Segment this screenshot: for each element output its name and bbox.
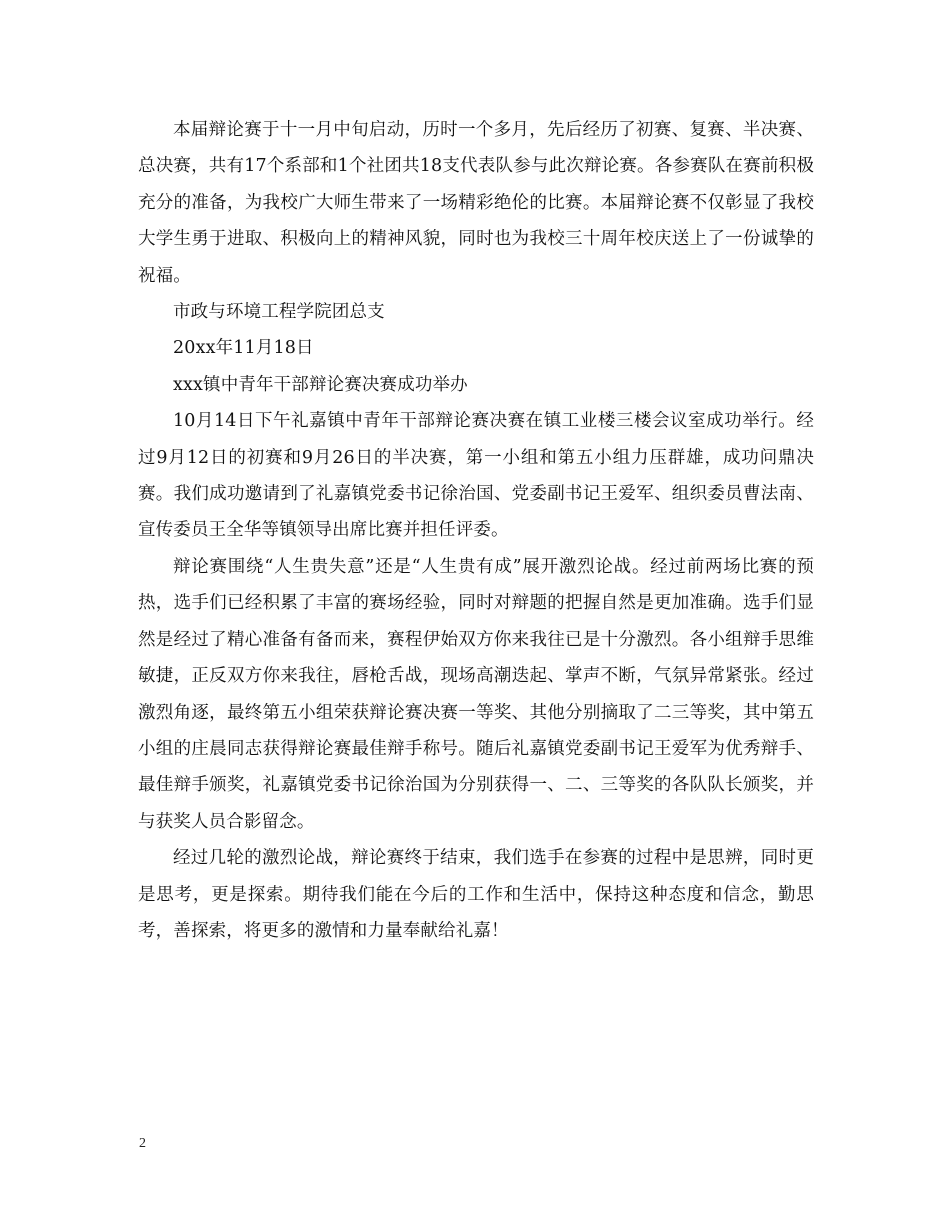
paragraph-debate-summary: 本届辩论赛于十一月中旬启动，历时一个多月，先后经历了初赛、复赛、半决赛、总决赛，共有17个系部和1个社团共18支代表队参与此次辩论赛。各参赛队在赛前积极充分的准备，为我校广大师生带来了一场精彩绝伦的比赛。本届辩论赛不仅彰显了我校大学生勇于进取、积极向上的精神风貌，同时也为我校三十周年校庆送上了一份诚挚的祝福。 (138, 120, 814, 286)
paragraph-debate-topic: 辩论赛围绕“人生贵失意”还是“人生贵有成”展开激烈论战。经过前两场比赛的预热，选手们已经积累了丰富的赛场经验，同时对辩题的把握自然是更加准确。选手们显然是经过了精心准备有备而来，赛程伊始双方你来我往已是十分激烈。各小组辩手思维敏捷，正反双方你来我往，唇枪舌战，现场高潮迭起、掌声不断，气氛异常紧张。经过激烈角逐，最终第五小组荣获辩论赛决赛一等奖、其他分别摘取了二三等奖，其中第五小组的庄晨同志获得辩论赛最佳辩手称号。随后礼嘉镇党委副书记王爱军为优秀辩手、最佳辩手颁奖，礼嘉镇党委书记徐治国为分别获得一、二、三等奖的各队队长颁奖，并与获奖人员合影留念。 (138, 556, 814, 832)
signature-date: 20xx年11月18日 (173, 338, 314, 359)
paragraph-final-held: 10月14日下午礼嘉镇中青年干部辩论赛决赛在镇工业楼三楼会议室成功举行。经过9月12日的初赛和9月26日的半决赛，第一小组和第五小组力压群雄，成功问鼎决赛。我们成功邀请到了礼嘉镇党委书记徐治国、党委副书记王爱军、组织委员曹法南、宣传委员王全华等镇领导出席比赛并担任评委。 (138, 411, 814, 541)
article-heading: xxx镇中青年干部辩论赛决赛成功举办 (173, 374, 468, 395)
paragraph-closing: 经过几轮的激烈论战，辩论赛终于结束，我们选手在参赛的过程中是思辨，同时更是思考，更是探索。期待我们能在今后的工作和生活中，保持这种态度和信念，勤思考，善探索，将更多的激情和力量奉献给礼嘉！ (138, 848, 814, 941)
document-body (138, 112, 814, 949)
signature-organization: 市政与环境工程学院团总支 (173, 302, 385, 323)
page-number: 2 (139, 1136, 146, 1151)
